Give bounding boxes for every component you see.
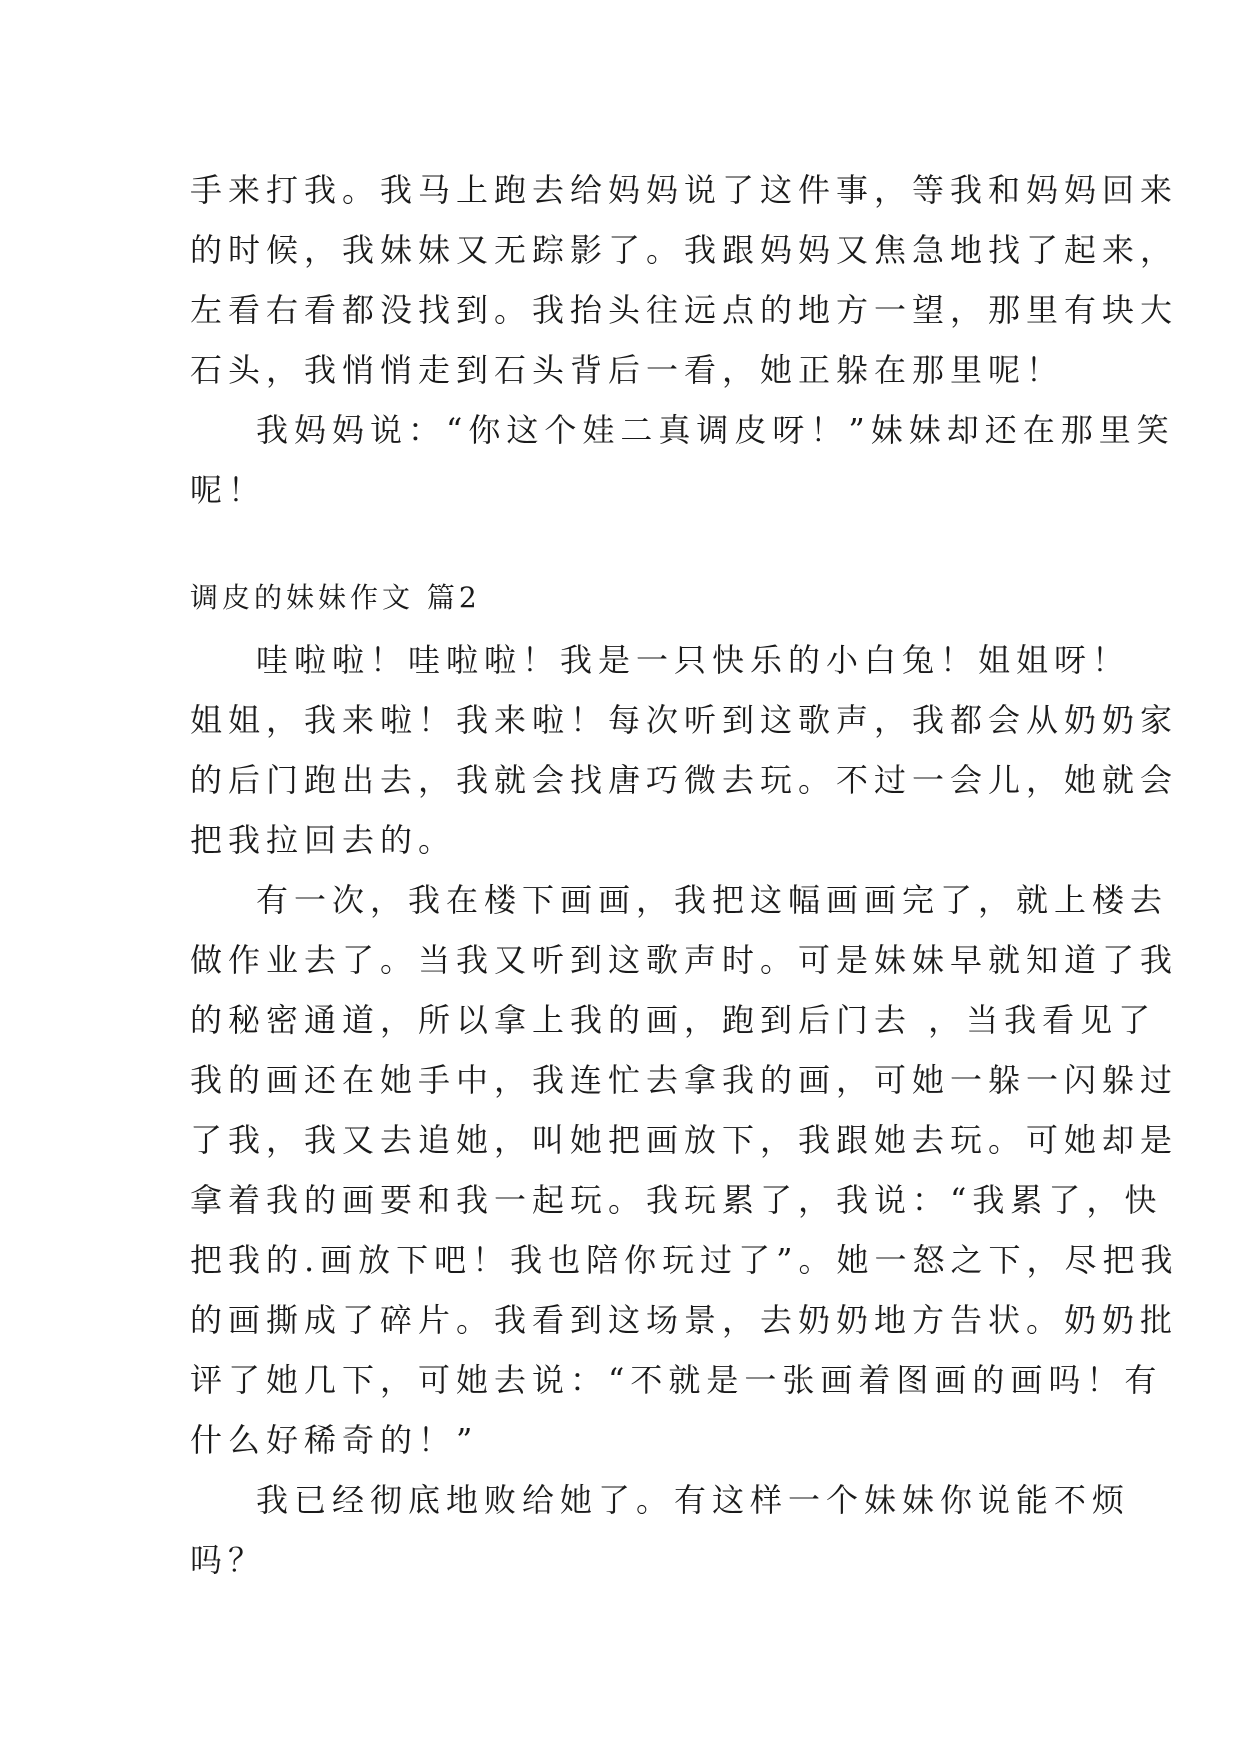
text-line: 的后门跑出去，我就会找唐巧微去玩。不过一会儿，她就会 (190, 761, 1179, 799)
paragraph-block-bottom (190, 630, 1179, 1590)
text-line: 的画撕成了碎片。我看到这场景，去奶奶地方告状。奶奶批 (190, 1301, 1179, 1339)
text-line: 拿着我的画要和我一起玩。我玩累了，我说：“我累了，快 (190, 1181, 1163, 1219)
text-line: 我的画还在她手中，我连忙去拿我的画，可她一躲一闪躲过 (190, 1061, 1179, 1099)
text-line: 左看右看都没找到。我抬头往远点的地方一望，那里有块大 (190, 291, 1179, 329)
text-line: 的时候，我妹妹又无踪影了。我跟妈妈又焦急地找了起来， (190, 231, 1179, 269)
text-line: 我妈妈说：“你这个娃二真调皮呀！”妹妹却还在那里笑 (256, 411, 1175, 449)
text-line: 评了她几下，可她去说：“不就是一张画着图画的画吗！有 (190, 1361, 1163, 1399)
section-heading: 调皮的妹妹作文 篇2 (190, 581, 481, 614)
text-line: 什么好稀奇的！” (190, 1421, 479, 1459)
text-line: 把我拉回去的。 (190, 821, 457, 859)
text-line: 有一次，我在楼下画画，我把这幅画画完了，就上楼去 (256, 881, 1169, 919)
text-line: 的秘密通道，所以拿上我的画，跑到后门去 ，当我看见了 (190, 1001, 1157, 1039)
text-line: 呢！ (190, 471, 267, 509)
text-line: 了我，我又去追她，叫她把画放下，我跟她去玩。可她却是 (190, 1121, 1179, 1159)
text-line: 我已经彻底地败给她了。有这样一个妹妹你说能不烦 (256, 1481, 1131, 1519)
text-line: 哇啦啦！哇啦啦！我是一只快乐的小白兔！姐姐呀！ (256, 641, 1131, 679)
text-line: 石头，我悄悄走到石头背后一看，她正躲在那里呢！ (190, 351, 1065, 389)
paragraph-block-top (190, 160, 1179, 520)
text-line: 姐姐，我来啦！我来啦！每次听到这歌声，我都会从奶奶家 (190, 701, 1179, 739)
text-line: 手来打我。我马上跑去给妈妈说了这件事，等我和妈妈回来 (190, 171, 1179, 209)
text-line: 把我的.画放下吧！我也陪你玩过了”。她一怒之下，尽把我 (190, 1241, 1179, 1279)
text-line: 做作业去了。当我又听到这歌声时。可是妹妹早就知道了我 (190, 941, 1179, 979)
text-line: 吗？ (190, 1541, 267, 1579)
